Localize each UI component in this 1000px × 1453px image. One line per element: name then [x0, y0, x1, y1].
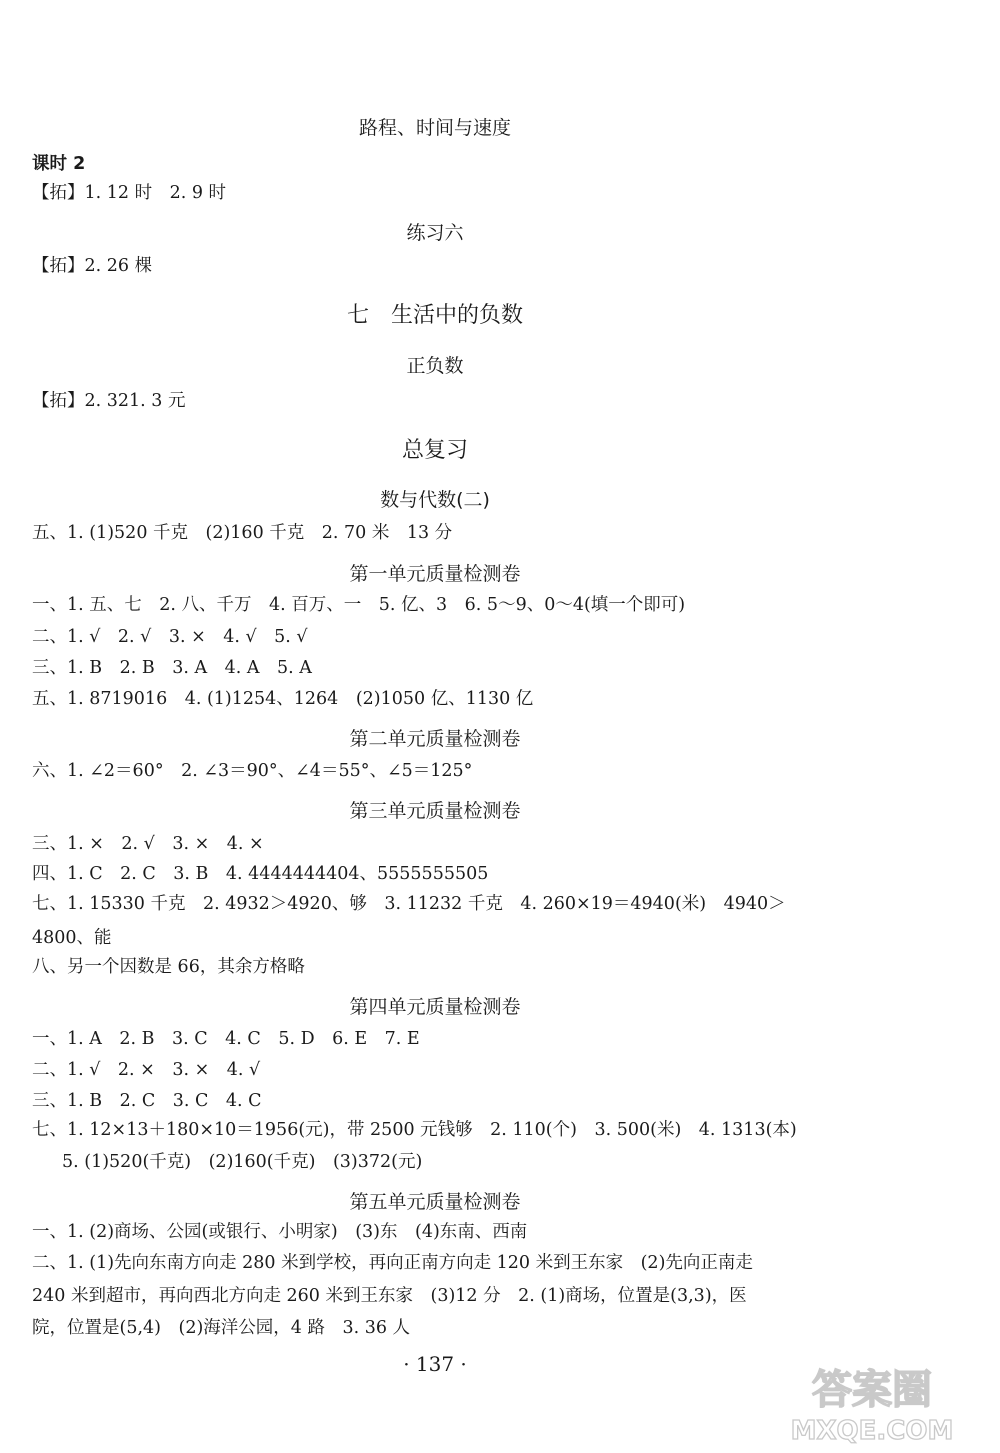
- line-u1-5: 五、1. 8719016 4. (1)1254、1264 (2)1050 亿、1130 亿: [32, 689, 534, 709]
- watermark-text-url: MXQE.COM: [790, 1416, 954, 1446]
- line-sd5: 五、1. (1)520 千克 (2)160 千克 2. 70 米 13 分: [32, 523, 453, 543]
- line-tuo3: 【拓】2. 321. 3 元: [32, 391, 186, 411]
- heading-unit2: 第二单元质量检测卷: [349, 728, 521, 750]
- page-number: · 137 ·: [403, 1352, 467, 1376]
- heading-unit1: 第一单元质量检测卷: [349, 563, 521, 585]
- line-u4-7a: 七、1. 12×13＋180×10＝1956(元)，带 2500 元钱够 2. 110(个) 3. 500(米) 4. 1313(本): [32, 1120, 797, 1140]
- heading-unit3: 第三单元质量检测卷: [349, 800, 521, 822]
- line-tuo1: 【拓】1. 12 时 2. 9 时: [32, 183, 227, 203]
- line-u3-8: 八、另一个因数是 66，其余方格略: [32, 957, 305, 977]
- heading-zongfuxi: 总复习: [401, 438, 468, 463]
- heading-chapter7: 七 生活中的负数: [346, 303, 523, 328]
- line-u1-2: 二、1. √ 2. √ 3. × 4. √ 5. √: [32, 627, 308, 647]
- line-u4-7b: 5. (1)520(千克) (2)160(千克) (3)372(元): [62, 1152, 423, 1172]
- line-u5-2c: 院，位置是(5,4) (2)海洋公园，4 路 3. 36 人: [32, 1318, 411, 1338]
- heading-shuyudaishu: 数与代数(二): [380, 489, 490, 511]
- heading-unit5: 第五单元质量检测卷: [349, 1191, 521, 1213]
- heading-lianxi6: 练习六: [406, 222, 464, 244]
- line-u1-1: 一、1. 五、七 2. 八、千万 4. 百万、一 5. 亿、3 6. 5～9、0～4(填一个即可): [32, 595, 686, 615]
- line-u5-1: 一、1. (2)商场、公园(或银行、小明家) (3)东 (4)东南、西南: [32, 1222, 528, 1242]
- heading-zhengfushu: 正负数: [406, 355, 464, 377]
- watermark-text-cn: 答案圈: [812, 1367, 932, 1413]
- heading-unit4: 第四单元质量检测卷: [349, 996, 521, 1018]
- line-tuo2: 【拓】2. 26 棵: [32, 256, 153, 276]
- line-u5-2a: 二、1. (1)先向东南方向走 280 米到学校，再向正南方向走 120 米到王东家 (2)先向正南走: [32, 1253, 753, 1273]
- line-u4-2: 二、1. √ 2. × 3. × 4. √: [32, 1060, 261, 1080]
- line-u5-2b: 240 米到超市，再向西北方向走 260 米到王东家 (3)12 分 2. (1)商场，位置是(3,3)，医: [32, 1286, 747, 1306]
- line-u4-3: 三、1. B 2. C 3. C 4. C: [32, 1091, 262, 1111]
- line-u3-4: 四、1. C 2. C 3. B 4. 4444444404、5555555505: [32, 864, 489, 884]
- line-u2-6: 六、1. ∠2＝60° 2. ∠3＝90°、∠4＝55°、∠5＝125°: [32, 761, 473, 781]
- heading-lucheng: 路程、时间与速度: [358, 117, 511, 139]
- line-keshi2: 课时 2: [32, 154, 86, 174]
- line-u3-7b: 4800、能: [32, 928, 112, 948]
- line-u3-3: 三、1. × 2. √ 3. × 4. ×: [32, 834, 264, 854]
- line-u1-3: 三、1. B 2. B 3. A 4. A 5. A: [32, 658, 312, 678]
- line-u3-7a: 七、1. 15330 千克 2. 4932＞4920、够 3. 11232 千克 4. 260×19＝4940(米) 4940＞: [32, 894, 786, 914]
- line-u4-1: 一、1. A 2. B 3. C 4. C 5. D 6. E 7. E: [32, 1029, 420, 1049]
- watermark-logo: [752, 1355, 992, 1447]
